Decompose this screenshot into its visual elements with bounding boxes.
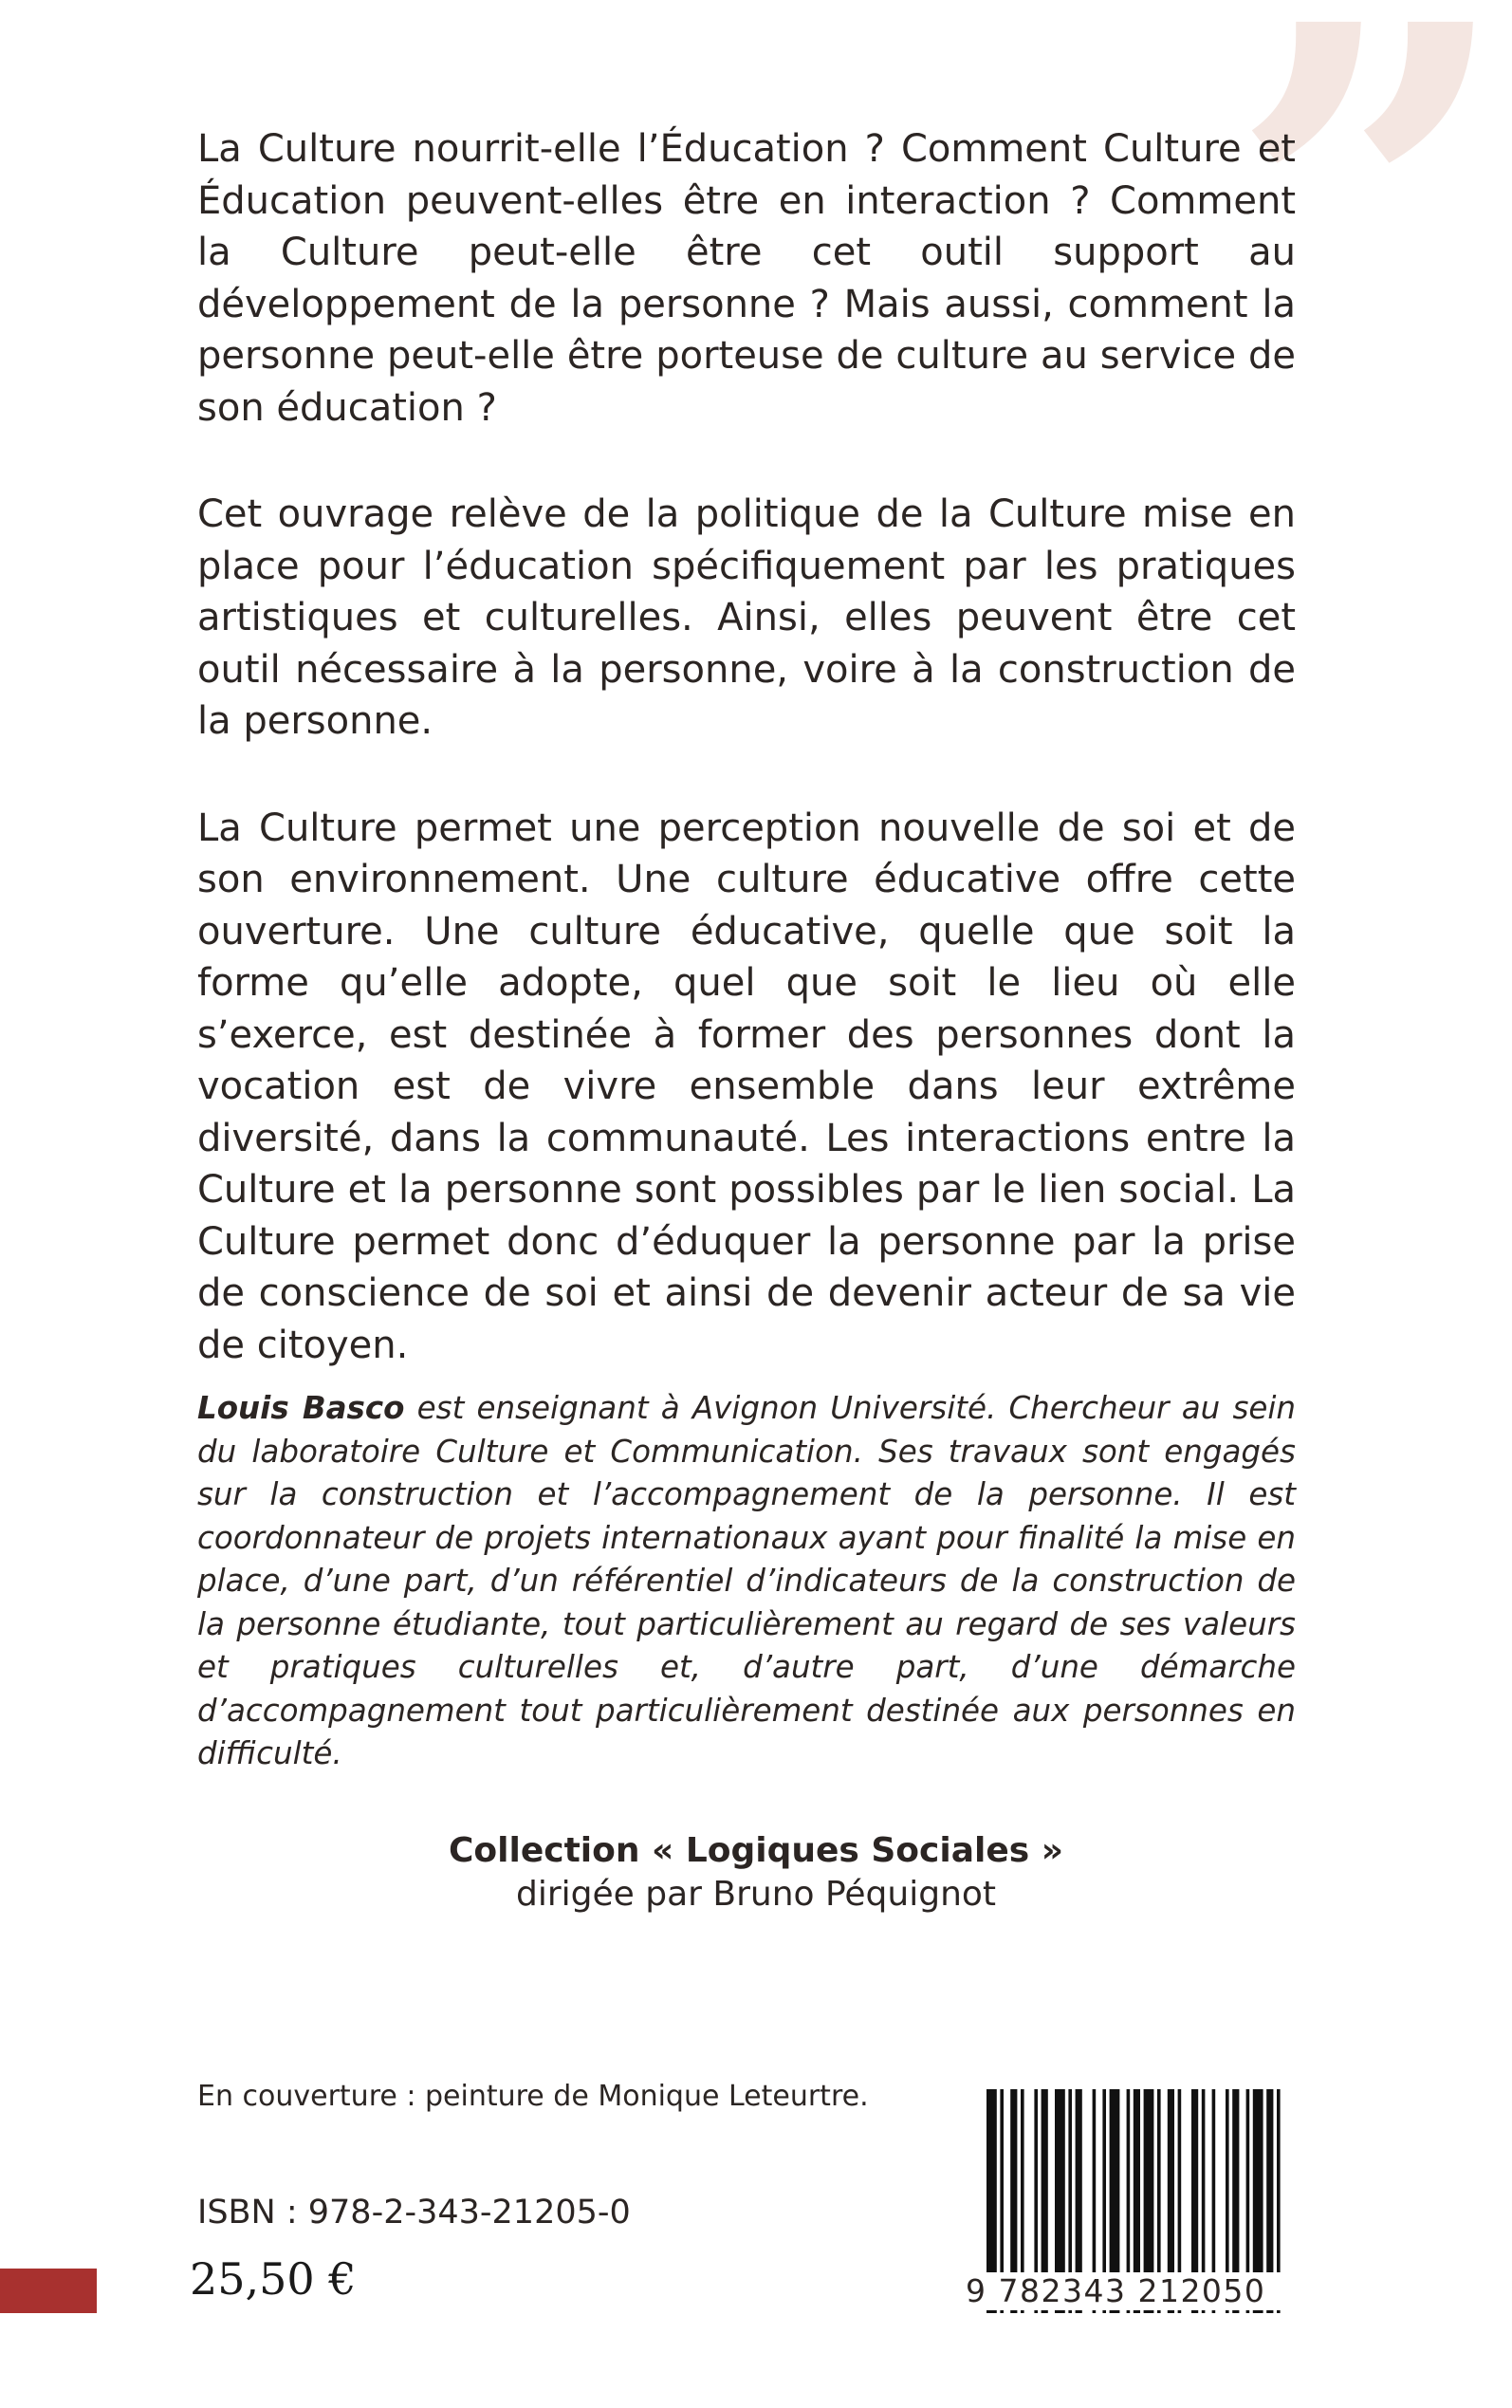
accent-bar	[0, 2269, 97, 2313]
author-name: Louis Basco	[197, 1390, 405, 1426]
price: 25,50 €	[190, 2253, 357, 2305]
blurb-paragraph-2: Cet ouvrage relève de la politique de la Culture mise en place pour l’éducation spécifiquement par les pratiques artistiques et culturelles. Ainsi, elles peuvent être cet outil nécessaire à la personne, voire à la construction de la personne.	[197, 492, 1296, 743]
decorative-quote-icon: ”	[1227, 0, 1512, 498]
back-cover-blurb	[197, 123, 1296, 1426]
blurb-paragraph-3: La Culture permet une perception nouvelle de soi et de son environnement. Une culture éducative offre cette ouverture. Une culture éducative, quelle que soit la forme qu’elle adopte, quel que soit le lieu où elle s’exerce, est destinée à former des personnes dont la vocation est de vivre ensemble dans leur extrême diversité, dans la communauté. Les interactions entre la Culture et la personne sont possibles par le lien social. La Culture permet donc d’éduquer la personne par la prise de conscience de soi et ainsi de devenir acteur de sa vie de citoyen.	[197, 806, 1296, 1367]
collection-title: Collection « Logiques Sociales »	[449, 1831, 1063, 1870]
isbn: ISBN : 978-2-343-21205-0	[197, 2194, 631, 2232]
author-bio	[197, 1387, 1296, 1776]
author-bio-text: est enseignant à Avignon Université. Chercheur au sein du laboratoire Culture et Communication. Ses travaux sont engagés sur la construction et l’accompagnement de la personne. Il est coordonnateur de projets internationaux ayant pour finalité la mise en place, d’une part, d’un référentiel d’indicateurs de la construction de la personne étudiante, tout particulièrement au regard de ses valeurs et pratiques culturelles et, d’autre part, d’une démarche d’accompagnement tout particulièrement destinée aux personnes en difficulté.	[197, 1390, 1296, 1771]
barcode-digits: 9 782343 212050	[966, 2272, 1288, 2310]
collection-director: dirigée par Bruno Péquignot	[515, 1875, 997, 1914]
blurb-paragraph-1: La Culture nourrit-elle l’Éducation ? Comment Culture et Éducation peuvent-elles être en interaction ? Comment la Culture peut-elle être cet outil support au développement de la personne ? Mais aussi, comment la personne peut-elle être porteuse de culture au service de son éducation ?	[197, 127, 1296, 430]
collection-info	[0, 1829, 1512, 1917]
cover-credit: En couverture : peinture de Monique Leteurtre.	[197, 2080, 869, 2113]
